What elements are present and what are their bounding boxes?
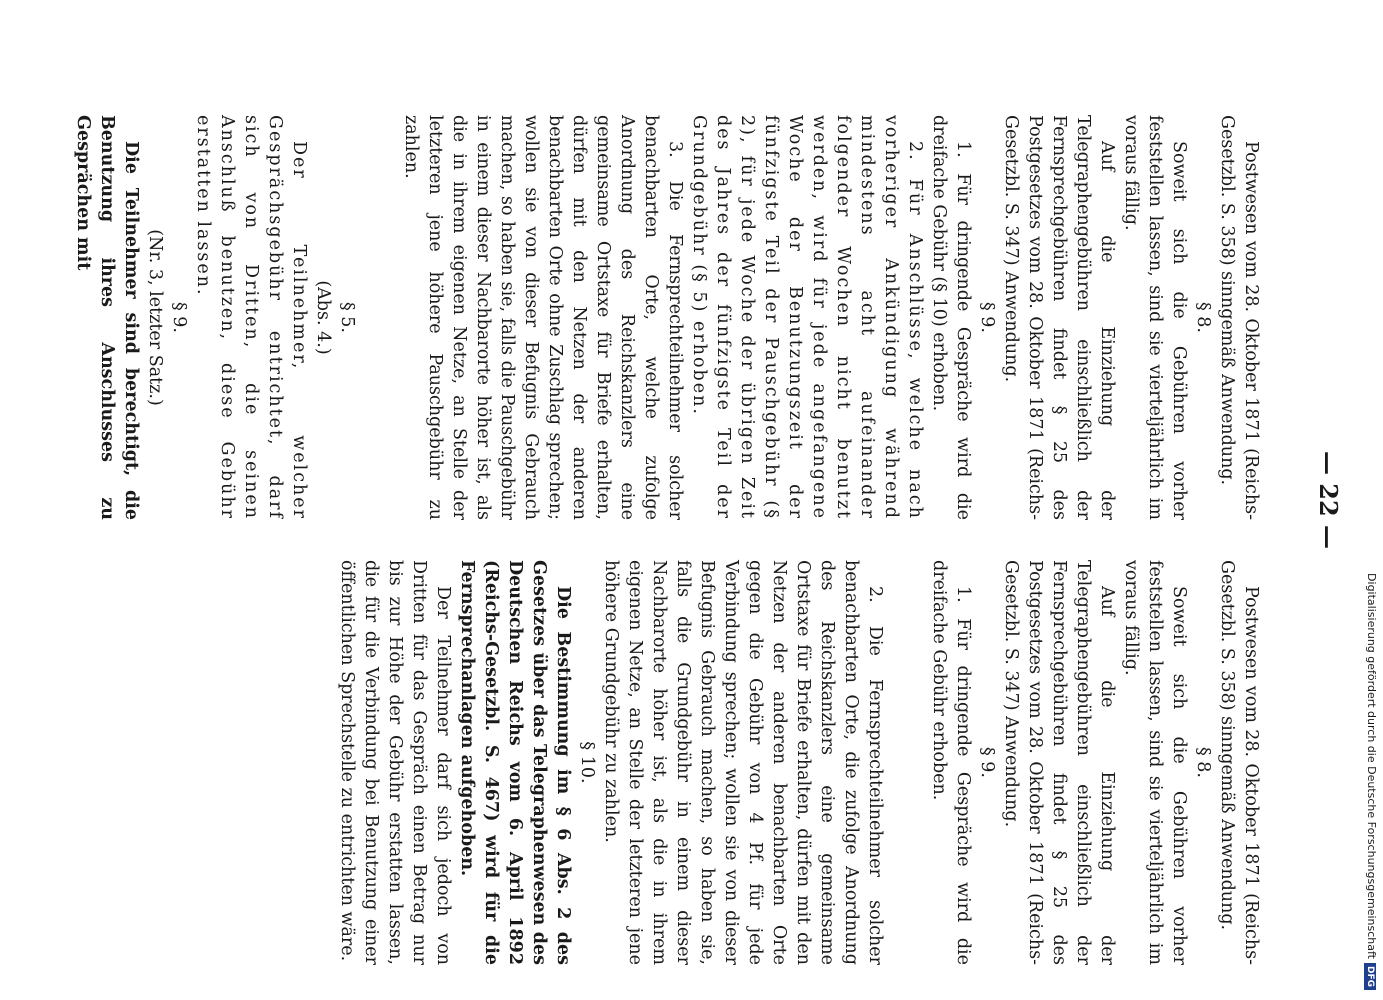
left-paragraph-2: Soweit sich die Gebühren vorher feststellen lassen, sind sie vierteljährlich im voraus fällig. xyxy=(1121,115,1189,520)
right-paragraph-6: Die Bestimmung im § 6 Abs. 2 des Gesetzes über das Telegraphenwesen des Deutschen Reichs vom 6. April 1892 (Reichs-Gesetzbl. S. 467) wird für die Fernsprechanlagen aufgehoben. xyxy=(457,560,573,965)
left-paragraph-1: Postwesen vom 28. Oktober 1871 (Reichs-Gesetzbl. S. 358) sinngemäß Anwendung. xyxy=(1217,115,1261,520)
page-number: — 22 — xyxy=(1314,450,1343,550)
right-paragraph-4: 1. Für dringende Gespräche wird die dreifache Gebühr erhoben. xyxy=(929,560,973,965)
right-paragraph-5: 2. Die Fernsprechteilnehmer solcher benachbarten Orte, die zufolge Anordnung des Reichskanzlers eine gemeinsame Ortstaxe für Briefe erhalten, dürfen mit den Netzen der anderen benachbarten Orte gegen die Gebühr von 4 Pf. für jede Verbindung sprechen; wollen sie von dieser Befugnis Gebrauch machen, so haben sie, falls die Grundgebühr in einem dieser Nachbarorte höher ist, als die in ihrem eigenen Netze, an Stelle der letzteren jene höhere Grundgebühr zu zahlen. xyxy=(601,560,885,965)
dfg-logo: DFG xyxy=(1364,963,1376,990)
right-paragraph-7: Der Teilnehmer darf sich jedoch von Dritten für das Gespräch einen Betrag nur bis zur Höhe der Gebühr erstatten lassen, die für die Verbindung bei Benutzung einer öffentlichen Sprechstelle zu entrichten wäre. xyxy=(337,560,453,965)
credit-text: Digitalisierung gefördert durch die Deutsche Forschungsgemeinschaft xyxy=(1365,573,1378,959)
left-paragraph-4: 1. Für dringende Gespräche wird die dreifache Gebühr (§ 10) erhoben. xyxy=(929,115,973,520)
right-paragraph-2: Soweit sich die Gebühren vorher feststellen lassen, sind sie vierteljährlich im voraus fällig. xyxy=(1121,560,1189,965)
right-paragraph-3: Auf die Einziehung der Telegraphengebühren einschließlich der Fernsprechgebühren findet § 25 des Postgesetzes vom 28. Oktober 1871 (Reichs-Gesetzbl. S. 347) Anwendung. xyxy=(1001,560,1117,965)
right-paragraph-1: Postwesen vom 28. Oktober 1871 (Reichs-Gesetzbl. S. 358) sinngemäß Anwendung. xyxy=(1217,560,1261,965)
right-section-8: § 8. xyxy=(1193,746,1213,778)
left-section-5-sub: (Abs. 4.) xyxy=(313,280,333,355)
left-paragraph-6: 3. Die Fernsprechteilnehmer solcher benachbarten Orte, welche zufolge Anordnung des Reichskanzlers eine gemeinsame Ortstaxe für Briefe erhalten, dürfen mit den Netzen der anderen benachbarten Orte ohne Zuschlag sprechen; wollen sie von dieser Befugnis Gebrauch machen, so haben sie, falls die Pauschgebühr in einem dieser Nachbarorte höher ist, als die in ihrem eigenen Netze, an Stelle der letzteren jene höhere Pauschgebühr zu zahlen. xyxy=(401,115,685,520)
left-section-5: § 5. xyxy=(337,301,357,333)
left-paragraph-3: Auf die Einziehung der Telegraphengebühren einschließlich der Fernsprechgebühren findet § 25 des Postgesetzes vom 28. Oktober 1871 (Reichs-Gesetzbl. S. 347) Anwendung. xyxy=(1001,115,1117,520)
left-paragraph-8: Die Teilnehmer sind berechtigt, die Benutzung ihres Anschlusses zu Gesprächen mit xyxy=(73,115,141,520)
left-section-9: § 9. xyxy=(977,301,997,333)
right-section-10: § 10. xyxy=(577,741,597,784)
left-paragraph-7: Der Teilnehmer, welcher Gesprächsgebühr entrichtet, darf sich von Dritten, die seinen Anschluß benutzen, diese Gebühr erstatten lassen. xyxy=(193,115,309,520)
dfg-credit xyxy=(1360,10,1378,990)
left-section-9b-sub: (Nr. 3, letzter Satz.) xyxy=(145,229,165,406)
right-column xyxy=(335,560,1263,965)
left-column xyxy=(71,115,1263,520)
left-section-9b: § 9. xyxy=(169,301,189,333)
left-paragraph-5: 2. Für Anschlüsse, welche nach vorheriger Ankündigung während mindestens acht aufeinander folgender Wochen nicht benutzt werden, wird für jede angefangene Woche der Benutzungszeit der fünfzigste Teil der Pauschgebühr (§ 2), für jede Woche der übrigen Zeit des Jahres der fünfzigste Teil der Grundgebühr (§ 5) erhoben. xyxy=(689,115,925,520)
left-section-8: § 8. xyxy=(1193,301,1213,333)
right-section-9: § 9. xyxy=(977,746,997,778)
